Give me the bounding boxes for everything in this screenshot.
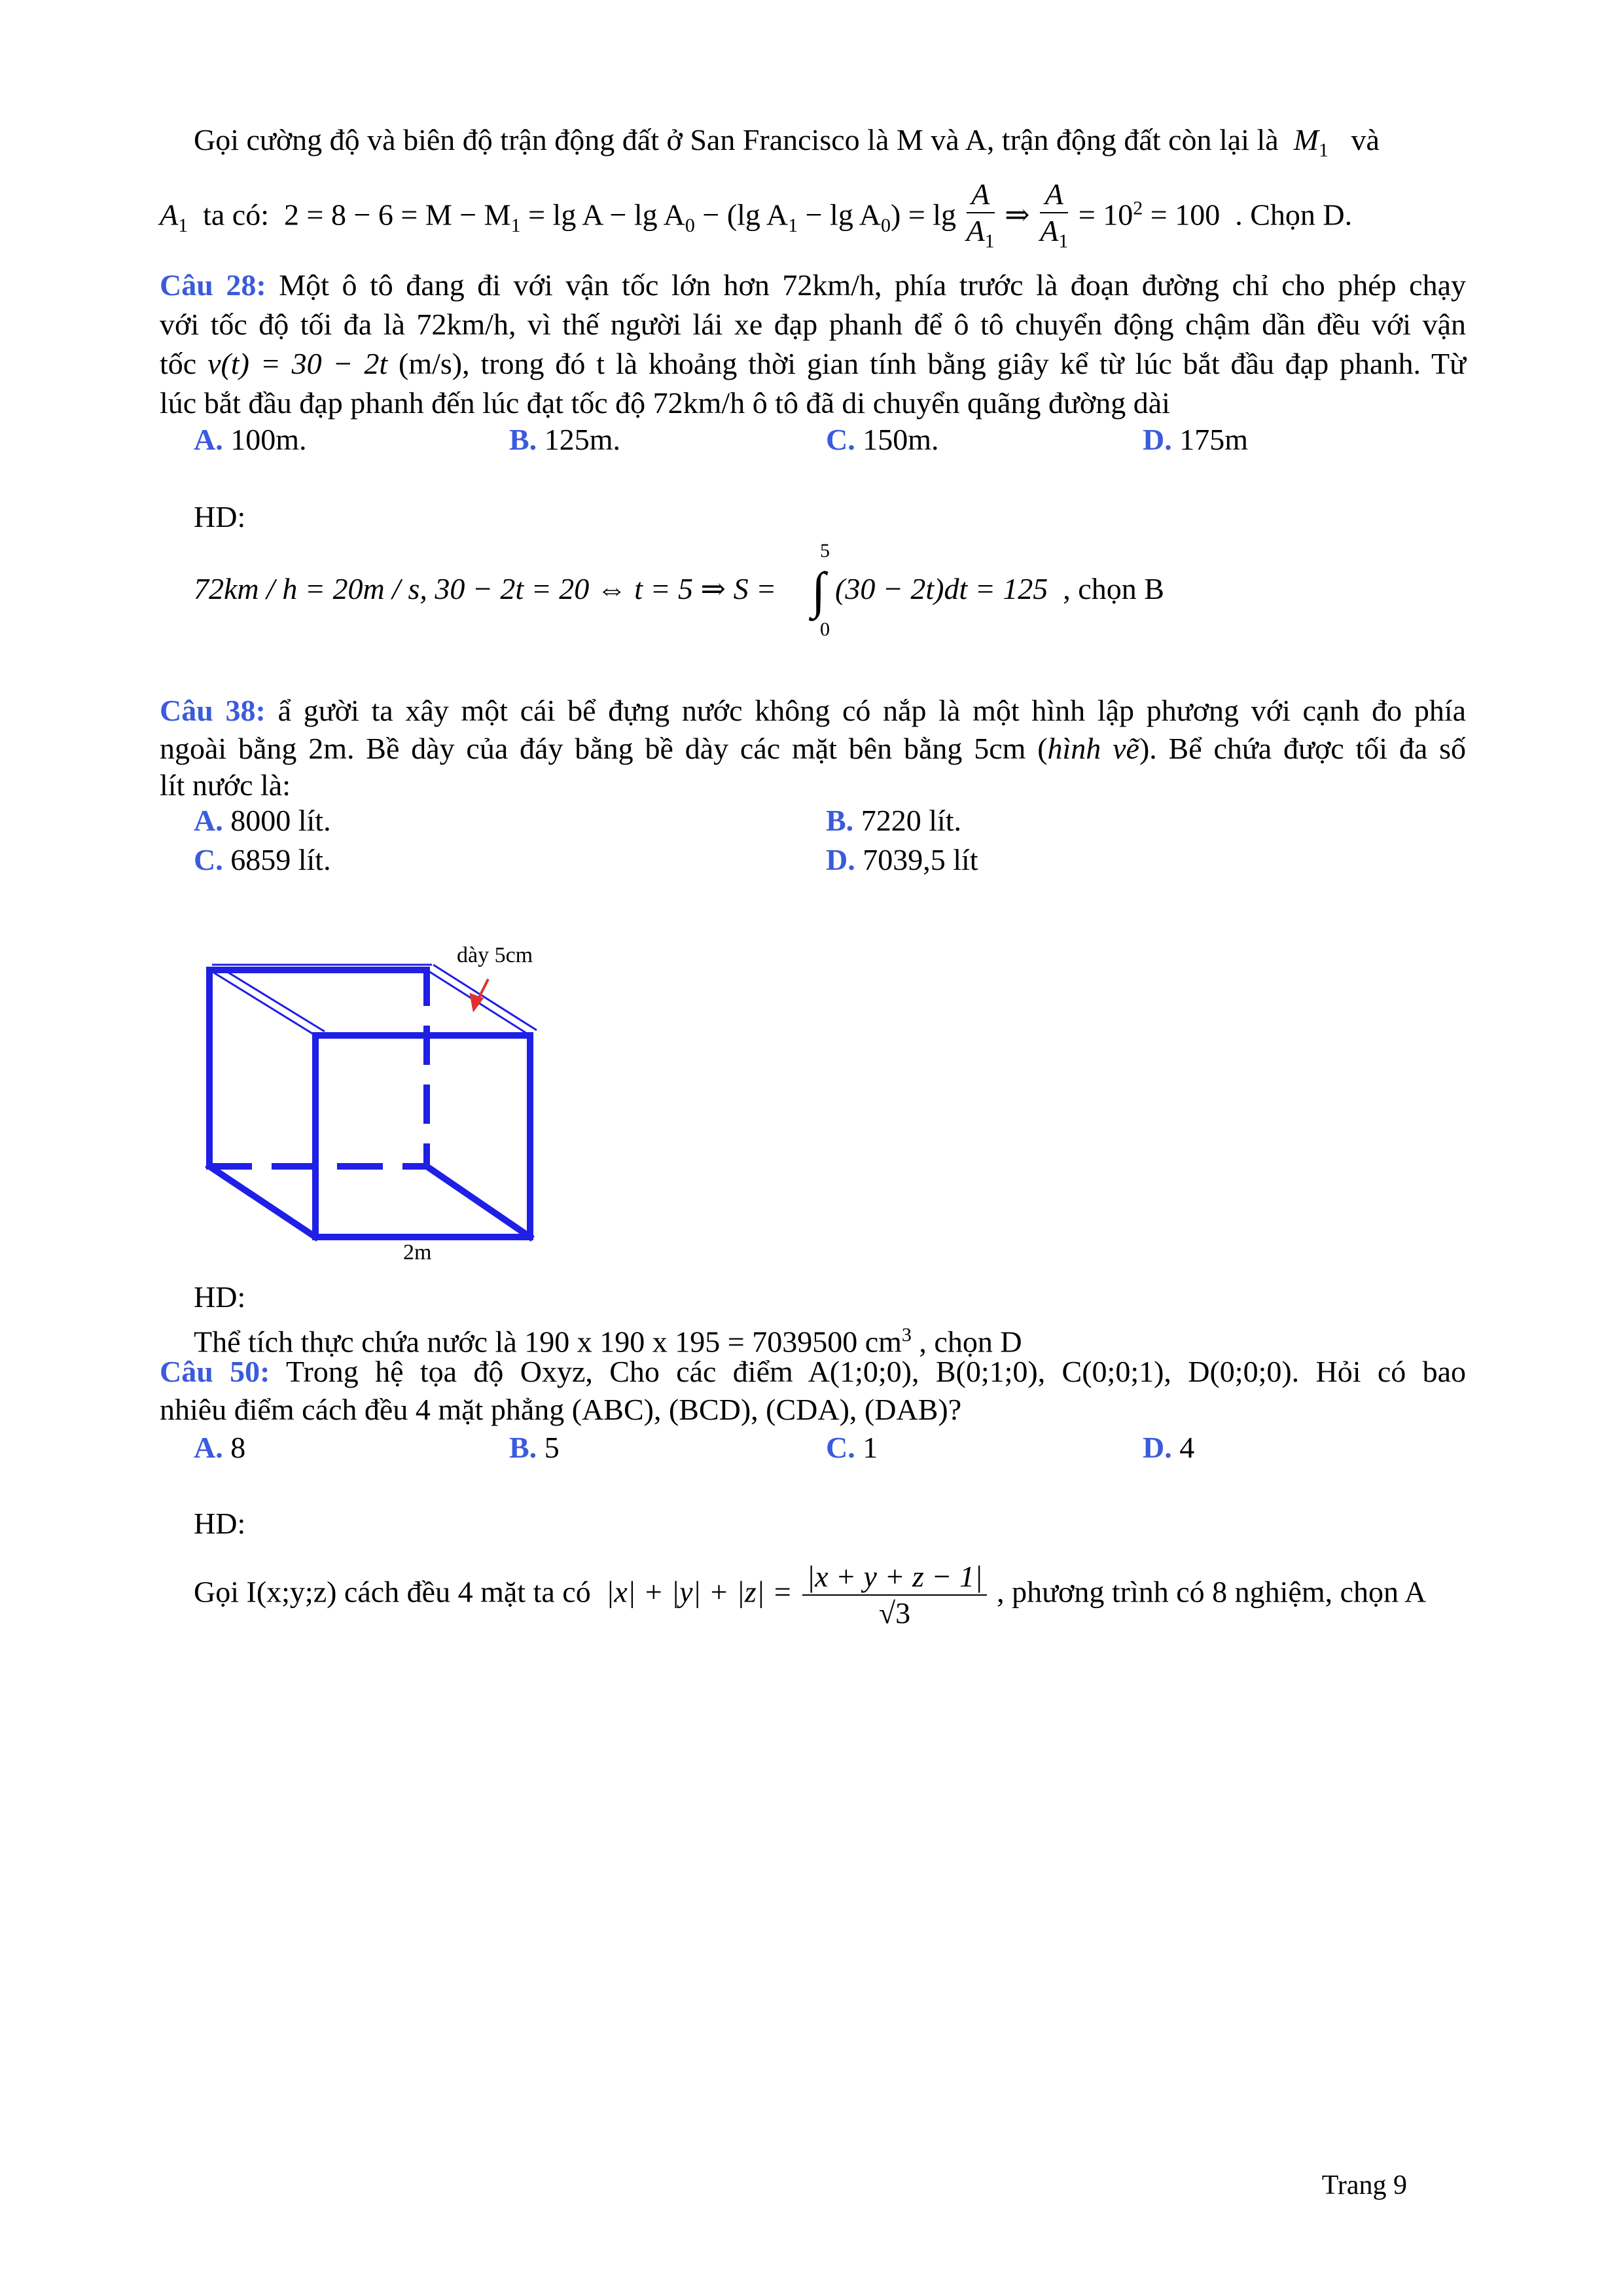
q50-sol-a: Gọi I(x;y;z) cách đều 4 mặt ta có — [194, 1575, 591, 1609]
q28-text-4: lúc bắt đầu đạp phanh đến lúc đạt tốc độ 72km/h ô tô đã di chuyển quãng đường dài — [160, 386, 1170, 420]
q38-option-c — [194, 839, 331, 881]
page-number: Trang 9 — [1321, 2170, 1407, 2200]
thickness-label: dày 5cm — [457, 943, 533, 967]
q38-text-1: ẩ gười ta xây một cái bể đựng nước không có nắp là một hình lập phương với cạnh đo phía — [277, 694, 1467, 727]
q38-text-3: lít nước là: — [160, 768, 291, 802]
rim-left-outer — [209, 970, 315, 1035]
q28-sol-c: , chọn B — [1063, 572, 1164, 605]
q38-text-2i: hình vẽ — [1047, 732, 1139, 765]
q28-text-2: với tốc độ tối đa là 72km/h, vì thế người lái xe đạp phanh để ô tô chuyển động chậm dần đều với vận — [160, 308, 1466, 341]
hd-label: HD: — [194, 500, 246, 533]
q50-option-b — [509, 1427, 560, 1469]
option-key: A. — [194, 1431, 223, 1464]
option-value: 7220 lít. — [861, 804, 962, 837]
option-key: D. — [826, 843, 855, 876]
intro-eq2: = lg A − lg A — [520, 198, 685, 232]
q50-solution — [194, 1559, 1426, 1631]
hd-label: HD: — [194, 1507, 246, 1540]
intro-eq3: − (lg A — [694, 198, 789, 232]
q38-hd — [194, 1276, 245, 1318]
option-key: C. — [826, 423, 855, 456]
intro-line-1 — [194, 119, 1380, 171]
q38-option-b — [826, 800, 961, 842]
option-key: B. — [509, 423, 537, 456]
option-key: B. — [509, 1431, 537, 1464]
frac-num-2: A — [1040, 177, 1068, 213]
q28-text-1: Một ô tô đang đi với vận tốc lớn hơn 72km/h, phía trước là đoạn đường chỉ cho phép chạy — [279, 268, 1467, 302]
q50-fraction — [802, 1559, 986, 1631]
q50-option-a — [194, 1427, 245, 1469]
q28-velocity: v(t) = 30 − 2t — [207, 347, 388, 380]
q50-hd — [194, 1503, 245, 1545]
intro-eq4: − lg A — [798, 198, 882, 232]
q50-option-c — [826, 1427, 878, 1469]
q28-text-3b: (m/s), trong đó t là khoảng thời gian tính bằng giây kể từ lúc bắt đầu đạp phanh. Từ — [399, 347, 1467, 380]
q50-line-1 — [160, 1351, 1466, 1393]
q38-option-d — [826, 839, 978, 881]
cube-figure — [183, 929, 576, 1263]
bottom-left-connector — [209, 1166, 315, 1237]
q38-option-a — [194, 800, 331, 842]
option-value: 125m. — [544, 423, 620, 456]
rim-right-inner — [433, 965, 537, 1030]
q28-option-c — [826, 419, 939, 461]
intro-eq5: ) = lg — [891, 198, 957, 232]
hidden-bottom-connector — [427, 1166, 530, 1237]
q28-line-4 — [160, 382, 1466, 424]
option-value: 100m. — [230, 423, 307, 456]
q38-sol-b: , chọn D — [919, 1325, 1022, 1359]
option-key: D. — [1143, 423, 1172, 456]
option-value: 150m. — [863, 423, 939, 456]
cube-edges — [209, 970, 530, 1237]
q50-sol-lhs: |x| + |y| + |z| = — [605, 1575, 793, 1609]
intro-va: và — [1351, 123, 1380, 156]
integral-upper-bound: 5 — [820, 540, 830, 562]
intro-taco: ta có: — [203, 198, 270, 232]
option-value: 1 — [863, 1431, 878, 1464]
q38-text-2a: ngoài bằng 2m. Bề dày của đáy bằng bề dày các mặt bên bằng 5cm ( — [160, 732, 1048, 765]
option-value: 175m — [1179, 423, 1249, 456]
option-value: 8 — [230, 1431, 246, 1464]
q28-sol-a: 72km / h = 20m / s, 30 − 2t = 20 ⇔ t = 5 ⇒ S = — [194, 572, 777, 605]
option-value: 5 — [544, 1431, 560, 1464]
option-key: D. — [1143, 1431, 1172, 1464]
intro-conclusion: . Chọn D. — [1235, 198, 1353, 232]
q50-text-1: Trong hệ tọa độ Oxyz, Cho các điểm A(1;0;0), B(0;1;0), C(0;0;1), D(0;0;0). Hỏi có bao — [285, 1355, 1467, 1388]
intro-eq-sub: 1 — [510, 214, 521, 236]
q50-label: Câu 50: — [160, 1355, 270, 1388]
q28-option-d — [1143, 419, 1248, 461]
q38-line-1 — [160, 690, 1466, 732]
rim-left-inner — [220, 967, 325, 1031]
q28-text-3a: tốc — [160, 347, 197, 380]
intro-eq6: = 10 — [1078, 198, 1133, 232]
intro-line-2: $A_1$ ta có: $2 = 8 - 6 = M - M_1 = \lg A - \lg A_0 - (\lg$ $A_1 - \lg A_0) = \lg$ $\frac{A}{A_1}$ ⇒ $\frac{A}{A_1}$ = $10^2 = 100$ . Chọn D. — [160, 177, 1352, 259]
q28-option-a — [194, 419, 307, 461]
q28-solution — [194, 568, 776, 610]
implies-arrow: ⇒ — [1005, 198, 1030, 232]
q50-option-d — [1143, 1427, 1194, 1469]
q38-text-2b: ). Bể chứa được tối đa số — [1139, 732, 1466, 765]
q50-frac-num: |x + y + z − 1| — [802, 1559, 986, 1596]
q28-hd — [194, 496, 245, 538]
q28-line-1 — [160, 264, 1466, 306]
option-key: C. — [194, 843, 223, 876]
option-key: A. — [194, 423, 223, 456]
m1-symbol: M — [1293, 123, 1319, 156]
fraction-a-over-a1: $\frac{A}{A_1}$ — [966, 177, 995, 253]
q50-sol-b: , phương trình có 8 nghiệm, chọn A — [997, 1575, 1427, 1609]
q28-line-2 — [160, 304, 1466, 346]
q50-frac-den: √3 — [878, 1596, 911, 1630]
q38-sol-a: Thể tích thực chứa nước là 190 x 190 x 195 = 7039500 cm — [194, 1325, 902, 1359]
intro-sup: 2 — [1133, 197, 1143, 219]
q28-label: Câu 28: — [160, 268, 266, 302]
thickness-arrow — [471, 979, 488, 1009]
q38-label: Câu 38: — [160, 694, 266, 727]
q38-sol-sup: 3 — [901, 1324, 912, 1346]
option-value: 8000 lít. — [230, 804, 331, 837]
m1-subscript: 1 — [1319, 139, 1329, 162]
intro-text: Gọi cường độ và biên độ trận động đất ở San Francisco là M và A, trận động đất còn lại là — [194, 123, 1279, 156]
option-value: 7039,5 lít — [863, 843, 978, 876]
edge-length-label: 2m — [403, 1240, 432, 1263]
option-key: B. — [826, 804, 854, 837]
a1-subscript: 1 — [178, 214, 188, 236]
integral-lower-bound: 0 — [820, 619, 830, 640]
a1-symbol: A — [160, 198, 179, 232]
q28-solution-b — [835, 568, 1164, 610]
option-value: 4 — [1179, 1431, 1195, 1464]
option-key: A. — [194, 804, 223, 837]
intro-eq7: = 100 — [1143, 198, 1221, 232]
option-value: 6859 lít. — [230, 843, 331, 876]
frac-den: A — [966, 214, 985, 247]
rim-lines — [209, 965, 537, 1035]
hd-label: HD: — [194, 1280, 246, 1314]
frac-den-2: A — [1040, 214, 1059, 247]
integral-sign: ∫ — [812, 562, 826, 619]
q50-line-2 — [160, 1389, 961, 1431]
arrow-head — [471, 995, 482, 1009]
q28-option-b — [509, 419, 620, 461]
frac-num: A — [967, 177, 995, 213]
q28-line-3 — [160, 343, 1466, 385]
q28-sol-b: (30 − 2t)dt = 125 — [835, 572, 1048, 605]
q38-line-2 — [160, 728, 1466, 770]
q50-text-2: nhiêu điểm cách đều 4 mặt phẳng (ABC), (BCD), (CDA), (DAB)? — [160, 1393, 962, 1426]
intro-eq: 2 = 8 − 6 = M − M — [284, 198, 511, 232]
fraction-a-over-a1-2: $\frac{A}{A_1}$ — [1040, 177, 1069, 253]
option-key: C. — [826, 1431, 855, 1464]
